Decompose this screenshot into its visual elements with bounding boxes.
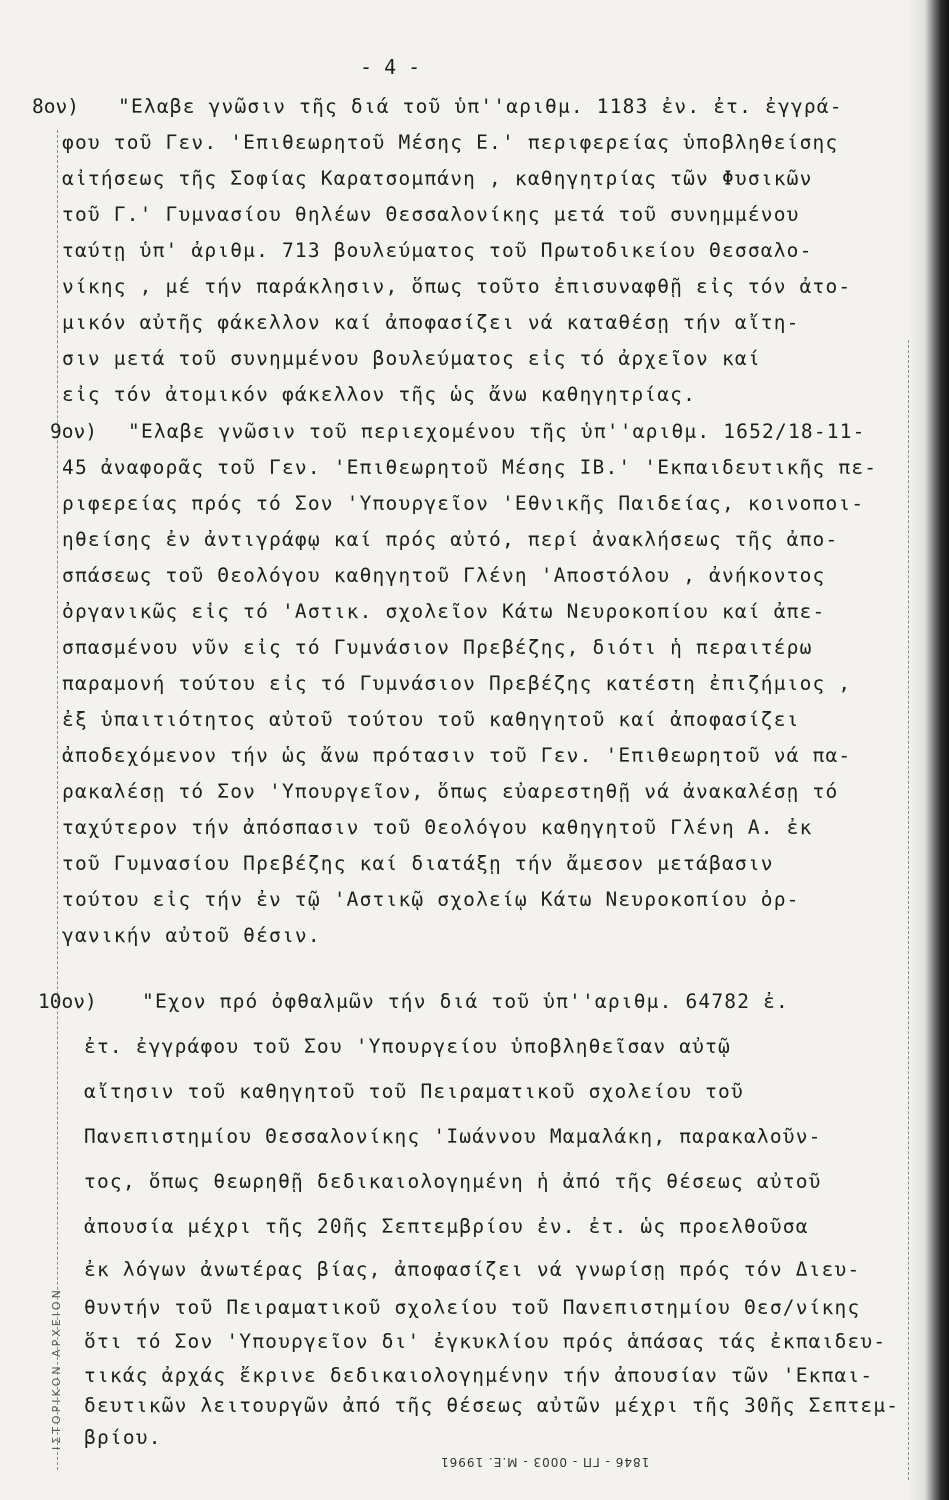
text-line: ἐκ λόγων ἀνωτέρας βίας, ἀποφασίζει νά γνωρίσῃ πρός τόν Διευ- [84, 1258, 861, 1281]
text-line: σπασμένου νῦν εἰς τό Γυμνάσιον Πρεβέζης, διότι ἡ περαιτέρω [62, 636, 813, 659]
text-line: εἰς τόν ἀτομικόν φάκελλον τῆς ὡς ἄνω καθηγητρίας. [62, 383, 697, 406]
text-line: αἴτησιν τοῦ καθηγητοῦ τοῦ Πειραματικοῦ σχολείου τοῦ [84, 1080, 744, 1103]
text-line: ἀπουσία μέχρι τῆς 20ῆς Σεπτεμβρίου ἐν. ἐτ. ὡς προελθοῦσα [84, 1215, 809, 1238]
text-line: τοῦ Γυμνασίου Πρεβέζης καί διατάξῃ τήν ἄμεσον μετάβασιν [62, 852, 774, 875]
text-line: Πανεπιστημίου Θεσσαλονίκης 'Ιωάννου Μαμαλάκη, παρακαλοῦν- [84, 1125, 822, 1148]
text-line: θυντήν τοῦ Πειραματικοῦ σχολείου τοῦ Πανεπιστημίου Θεσ/νίκης [84, 1296, 861, 1319]
text-line: τος, ὅπως θεωρηθῇ δεδικαιολογημένη ἡ ἀπό τῆς θέσεως αὐτοῦ [84, 1170, 822, 1193]
text-line: ἐτ. ἐγγράφου τοῦ Σου 'Υπουργείου ὑποβληθεῖσαν αὐτῷ [84, 1035, 731, 1058]
right-margin-rule [908, 340, 910, 1480]
text-line: ἐξ ὑπαιτιότητος αὐτοῦ τούτου τοῦ καθηγητοῦ καί ἀποφασίζει [62, 708, 800, 731]
text-line: ταύτῃ ὑπ' ἀριθμ. 713 βουλεύματος τοῦ Πρωτοδικείου Θεσσαλο- [62, 239, 813, 262]
text-line: "Εχον πρό ὀφθαλμῶν τήν διά τοῦ ὑπ''αριθμ. 64782 ἐ. [142, 990, 789, 1013]
text-line: δευτικῶν λειτουργῶν ἀπό τῆς θέσεως αὐτῶν μέχρι τῆς 30ῆς Σεπτεμ- [84, 1394, 900, 1417]
text-line: ηθείσης ἐν ἀντιγράφῳ καί πρός αὐτό, περί ἀνακλήσεως τῆς ἀπο- [62, 528, 839, 551]
text-line: μικόν αὐτῆς φάκελλον καί ἀποφασίζει νά καταθέσῃ τήν αἴτη- [62, 311, 800, 334]
text-line: ὀργανικῶς εἰς τό 'Αστικ. σχολεῖον Κάτω Νευροκοπίου καί ἀπε- [62, 600, 826, 623]
paragraph-number-8: 8ον) [32, 95, 79, 118]
text-line: βρίου. [84, 1426, 162, 1449]
text-line: τούτου εἰς τήν ἐν τῷ 'Αστικῷ σχολείῳ Κάτω Νευροκοπίου ὀρ- [62, 888, 800, 911]
text-line: σπάσεως τοῦ Θεολόγου καθηγητοῦ Γλένη 'Αποστόλου , ἀνήκοντος [62, 564, 826, 587]
text-line: ρακαλέσῃ τό Σον 'Υπουργεῖον, ὅπως εὐαρεστηθῇ νά ἀνακαλέσῃ τό [62, 780, 839, 803]
footer-print-code: 1846 - ΓΠ - 0003 - Μ.Ε. 19961 [440, 1455, 650, 1469]
paragraph-number-10: 10ον) [38, 990, 97, 1013]
text-line: τικάς ἀρχάς ἔκρινε δεδικαιολογημένην τήν ἀπουσίαν τῶν 'Εκπαι- [84, 1364, 874, 1387]
scan-dark-edge [909, 0, 949, 1500]
text-line: γανικήν αὐτοῦ θέσιν. [62, 924, 321, 947]
text-line: νίκης , μέ τήν παράκλησιν, ὅπως τοῦτο ἐπισυναφθῇ εἰς τόν ἀτο- [62, 275, 852, 298]
text-line: φου τοῦ Γεν. 'Επιθεωρητοῦ Μέσης Ε.' περιφερείας ὑποβληθείσης [62, 131, 839, 154]
text-line: παραμονή τούτου εἰς τό Γυμνάσιον Πρεβέζης κατέστη ἐπιζήμιος , [62, 672, 852, 695]
text-line: 45 ἀναφορᾶς τοῦ Γεν. 'Επιθεωρητοῦ Μέσης ΙΒ.' 'Εκπαιδευτικῆς πε- [62, 456, 878, 479]
text-line: τοῦ Γ.' Γυμνασίου θηλέων Θεσσαλονίκης μετά τοῦ συνημμένου [62, 203, 800, 226]
text-line: ταχύτερον τήν ἀπόσπασιν τοῦ Θεολόγου καθηγητοῦ Γλένη Α. ἐκ [62, 816, 813, 839]
text-line: αἰτήσεως τῆς Σοφίας Καρατσομπάνη , καθηγητρίας τῶν Φυσικῶν [62, 167, 813, 190]
text-line: ὅτι τό Σον 'Υπουργεῖον δι' ἐγκυκλίου πρός ἁπάσας τάς ἐκπαιδευ- [84, 1330, 887, 1353]
text-line: "Ελαβε γνῶσιν τοῦ περιεχομένου τῆς ὑπ''αριθμ. 1652/18-11- [128, 420, 866, 443]
page-number: - 4 - [360, 55, 421, 79]
text-line: "Ελαβε γνῶσιν τῆς διά τοῦ ὑπ''αριθμ. 1183 ἐν. ἐτ. ἐγγρά- [118, 95, 843, 118]
paragraph-number-9: 9ον) [50, 420, 97, 443]
margin-archive-stamp: ΙΣΤΟΡΙΚΟΝ ΑΡΧΕΙΟΝ [50, 1287, 63, 1450]
text-line: σιν μετά τοῦ συνημμένου βουλεύματος εἰς τό ἀρχεῖον καί [62, 347, 761, 370]
text-line: ριφερείας πρός τό Σον 'Υπουργεῖον 'Εθνικῆς Παιδείας, κοινοποι- [62, 492, 865, 515]
text-line: ἀποδεχόμενον τήν ὡς ἄνω πρότασιν τοῦ Γεν. 'Επιθεωρητοῦ νά πα- [62, 744, 852, 767]
